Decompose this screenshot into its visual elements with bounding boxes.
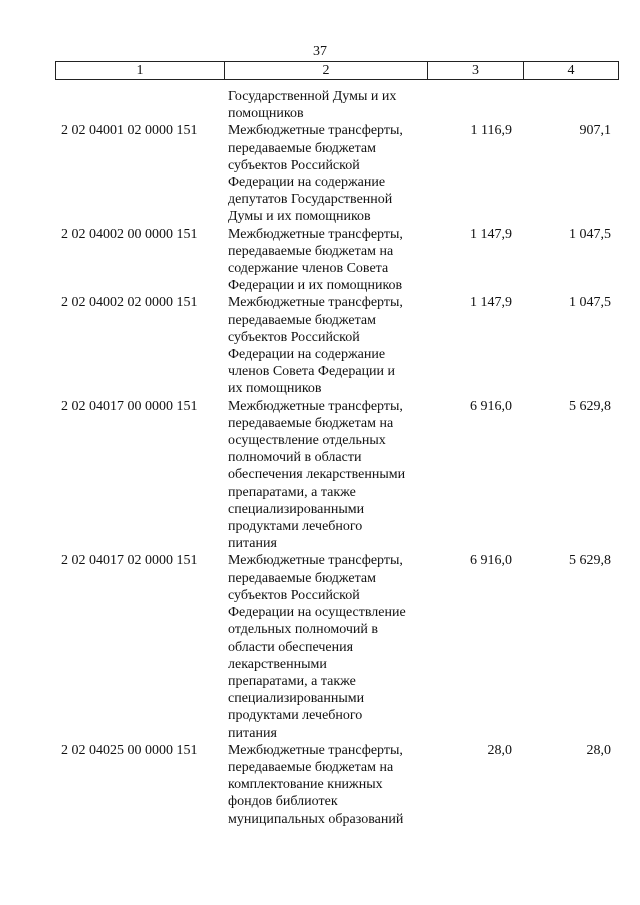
item-description <box>228 294 428 397</box>
item-description <box>228 226 428 295</box>
description-line: Федерации на содержание <box>228 347 386 363</box>
description-line: передаваемые бюджетам <box>228 570 376 586</box>
amount-col-4: 1 047,5 <box>569 226 611 242</box>
item-description <box>228 552 428 741</box>
header-row <box>56 62 619 80</box>
description-line: Межбюджетные трансферты, <box>228 295 403 311</box>
budget-code: 2 02 04017 00 0000 151 <box>61 398 198 414</box>
description-line: специализированными <box>228 501 365 517</box>
header-col-4: 4 <box>524 62 619 80</box>
description-line: специализированными <box>228 691 365 707</box>
description-line: обеспечения лекарственными <box>228 467 406 483</box>
budget-code: 2 02 04017 02 0000 151 <box>61 553 198 569</box>
budget-code: 2 02 04025 00 0000 151 <box>61 742 198 758</box>
description-line: содержание членов Совета <box>228 261 389 277</box>
description-line: осуществление отдельных <box>228 433 386 449</box>
amount-col-4: 1 047,5 <box>569 295 611 311</box>
amount-col-3: 6 916,0 <box>470 398 512 414</box>
description-line: продуктами лечебного <box>228 708 363 724</box>
table-body <box>55 88 614 828</box>
amount-col-4: 28,0 <box>586 742 611 758</box>
description-line: членов Совета Федерации и <box>228 364 396 380</box>
description-line: препаратами, а также <box>228 484 356 500</box>
table-row <box>55 122 614 225</box>
description-line: комплектование книжных <box>228 777 383 793</box>
table-header <box>55 61 619 80</box>
description-line: области обеспечения <box>228 639 354 655</box>
description-line: полномочий в области <box>228 450 362 466</box>
description-line: препаратами, а также <box>228 673 356 689</box>
description-line: передаваемые бюджетам на <box>228 243 394 259</box>
table-row <box>55 398 614 553</box>
page-number: 37 <box>313 44 327 59</box>
budget-code: 2 02 04002 02 0000 151 <box>61 295 198 311</box>
description-line: Федерации и их помощников <box>228 278 403 294</box>
amount-col-3: 1 116,9 <box>470 123 512 139</box>
description-line: муниципальных образований <box>228 811 404 827</box>
table-row <box>55 226 614 295</box>
description-line: Межбюджетные трансферты, <box>228 123 403 139</box>
budget-code: 2 02 04002 00 0000 151 <box>61 226 198 242</box>
description-line: их помощников <box>228 381 322 397</box>
continuation-name-cell <box>228 88 428 122</box>
description-line: Думы и их помощников <box>228 209 371 225</box>
description-line: депутатов Государственной <box>228 192 393 208</box>
table-row <box>55 742 614 828</box>
continuation-line: помощников <box>228 106 304 122</box>
amount-col-4: 5 629,8 <box>569 398 611 414</box>
description-line: продуктами лечебного <box>228 519 363 535</box>
budget-code: 2 02 04001 02 0000 151 <box>61 123 198 139</box>
description-line: субъектов Российской <box>228 587 360 603</box>
amount-col-3: 28,0 <box>487 742 512 758</box>
description-line: фондов библиотек <box>228 794 338 810</box>
amount-col-4: 907,1 <box>579 123 611 139</box>
description-line: Межбюджетные трансферты, <box>228 226 403 242</box>
description-line: субъектов Российской <box>228 329 360 345</box>
description-line: питания <box>228 536 277 552</box>
amount-col-3: 6 916,0 <box>470 553 512 569</box>
item-description <box>228 742 428 828</box>
description-line: передаваемые бюджетам на <box>228 415 394 431</box>
description-line: передаваемые бюджетам <box>228 140 376 156</box>
description-line: отдельных полномочий в <box>228 622 379 638</box>
description-line: Межбюджетные трансферты, <box>228 742 403 758</box>
description-line: Федерации на содержание <box>228 175 386 191</box>
continuation-row <box>55 88 614 122</box>
description-line: Межбюджетные трансферты, <box>228 398 403 414</box>
table-row <box>55 552 614 741</box>
item-description <box>228 398 428 553</box>
description-line: передаваемые бюджетам <box>228 312 376 328</box>
amount-col-4: 5 629,8 <box>569 553 611 569</box>
description-line: передаваемые бюджетам на <box>228 759 394 775</box>
amount-col-3: 1 147,9 <box>470 295 512 311</box>
description-line: субъектов Российской <box>228 157 360 173</box>
amount-col-3: 1 147,9 <box>470 226 512 242</box>
table-row <box>55 294 614 397</box>
description-line: Межбюджетные трансферты, <box>228 553 403 569</box>
description-line: питания <box>228 725 277 741</box>
description-line: лекарственными <box>228 656 327 672</box>
header-col-2: 2 <box>225 62 428 80</box>
description-line: Федерации на осуществление <box>228 605 406 621</box>
continuation-line: Государственной Думы и их <box>228 89 397 104</box>
item-description <box>228 122 428 225</box>
header-col-1: 1 <box>56 62 225 80</box>
header-col-3: 3 <box>428 62 524 80</box>
